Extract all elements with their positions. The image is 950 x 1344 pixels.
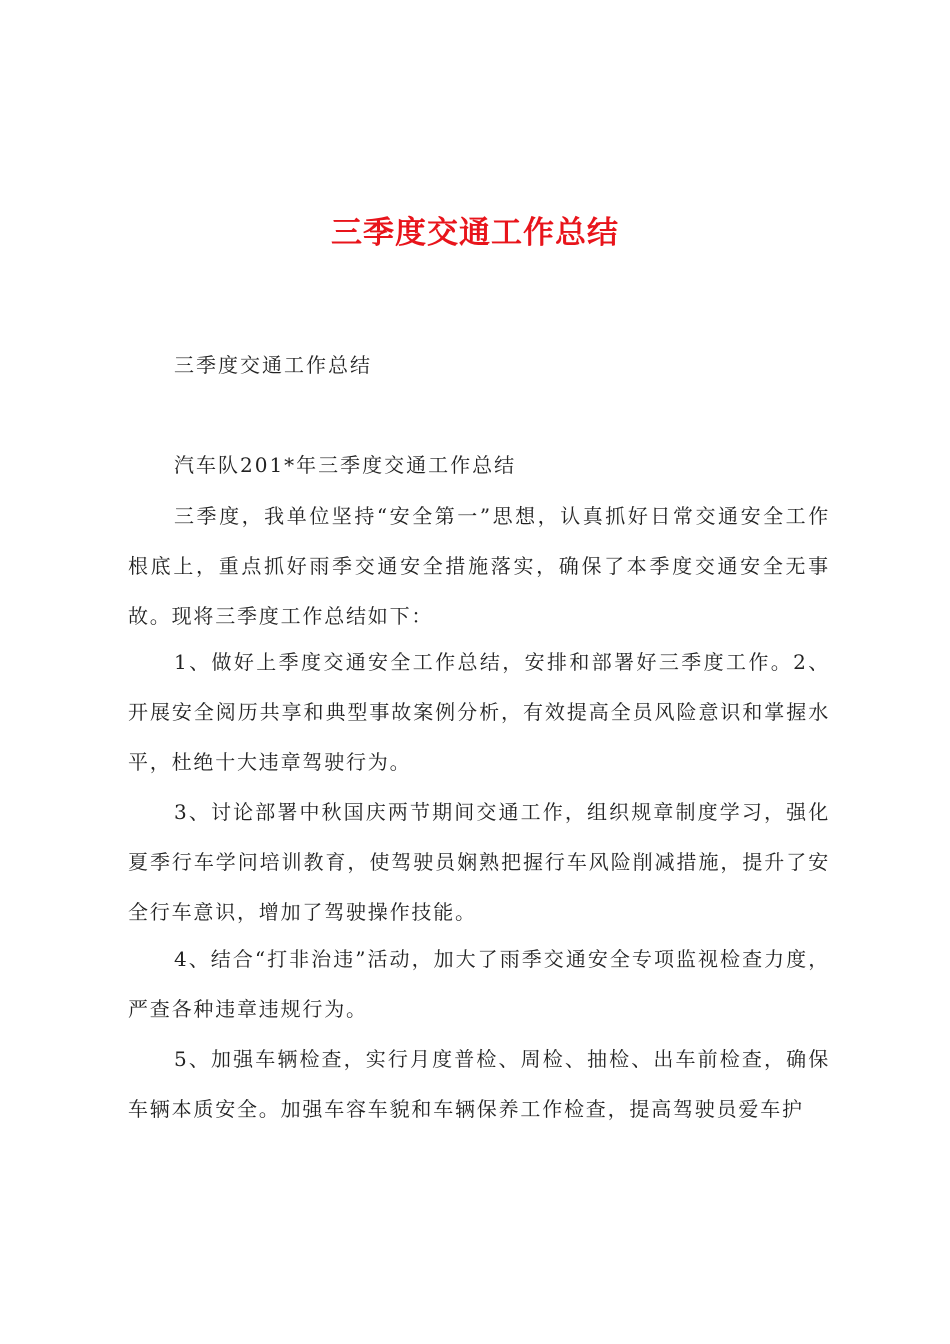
paragraph-item-3: 3、讨论部署中秋国庆两节期间交通工作，组织规章制度学习，强化夏季行车学问培训教育，使驾驶员娴熟把握行车风险削减措施，提升了安全行车意识，增加了驾驶操作技能。 xyxy=(128,800,830,924)
paragraph-item-1-2: 1、做好上季度交通安全工作总结，安排和部署好三季度工作。2、开展安全阅历共享和典型事故案例分析，有效提高全员风险意识和掌握水平，杜绝十大违章驾驶行为。 xyxy=(128,650,830,774)
paragraph-item-5: 5、加强车辆检查，实行月度普检、周检、抽检、出车前检查，确保车辆本质安全。加强车容车貌和车辆保养工作检查，提高驾驶员爱车护 xyxy=(128,1047,830,1121)
paragraph-intro: 三季度，我单位坚持“安全第一”思想，认真抓好日常交通安全工作根底上，重点抓好雨季交通安全措施落实，确保了本季度交通安全无事故。现将三季度工作总结如下： xyxy=(128,504,830,628)
document-title: 三季度交通工作总结 xyxy=(331,215,619,251)
document-subtitle: 三季度交通工作总结 xyxy=(174,353,372,377)
paragraph-item-4: 4、结合“打非治违”活动，加大了雨季交通安全专项监视检查力度，严查各种违章违规行为。 xyxy=(128,947,830,1021)
section-heading: 汽车队201*年三季度交通工作总结 xyxy=(174,453,517,477)
